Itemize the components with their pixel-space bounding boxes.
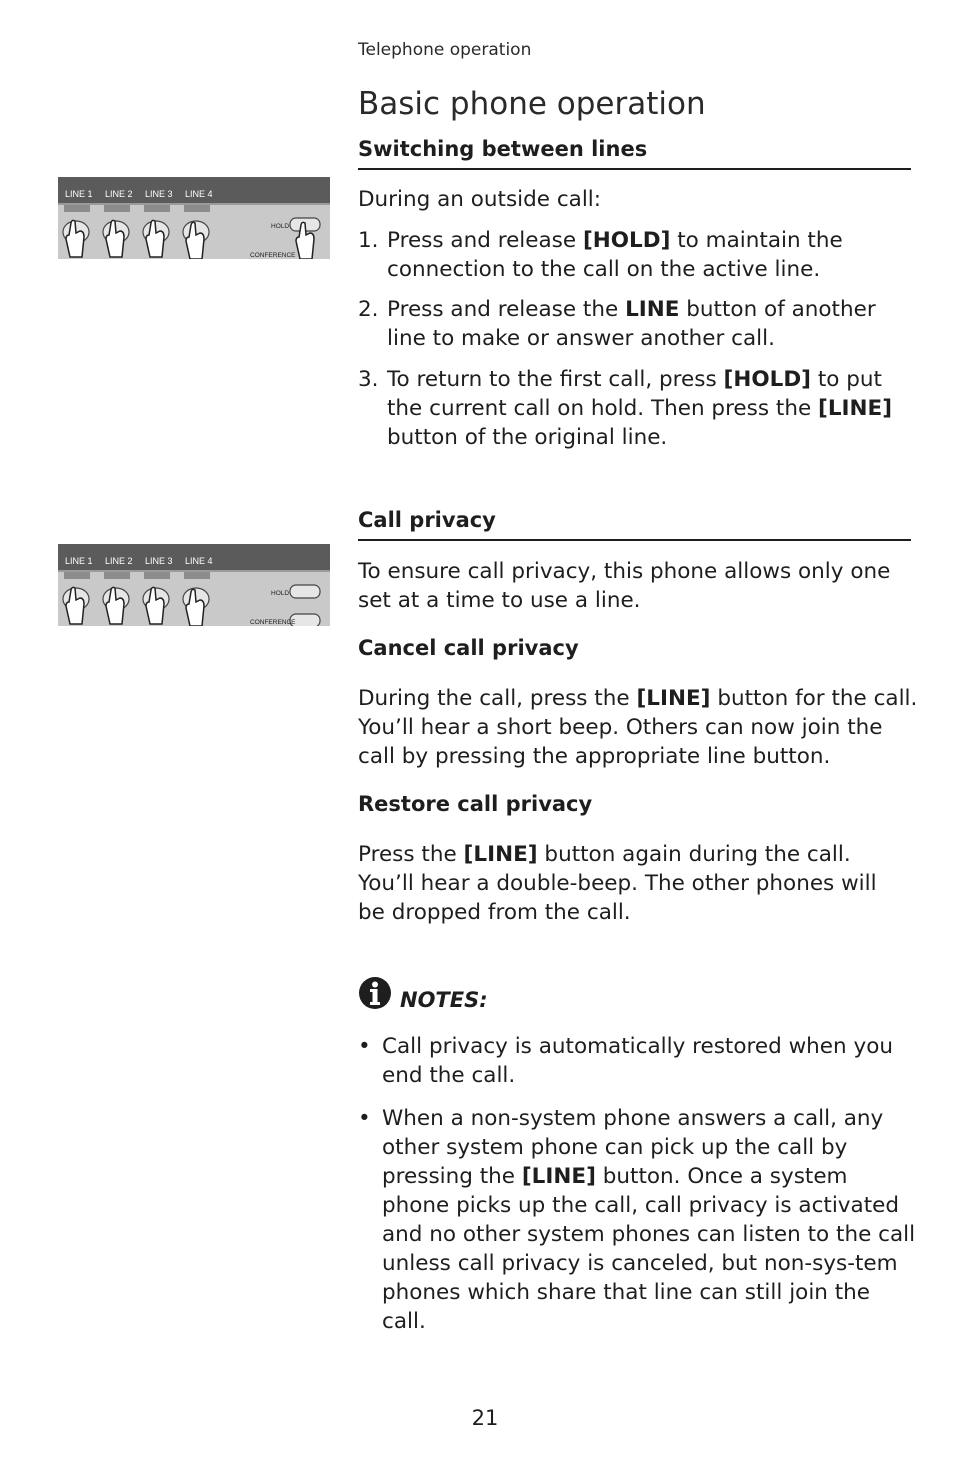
privacy-heading: Call privacy bbox=[358, 508, 496, 532]
panel-line-1-label: LINE 1 bbox=[65, 556, 93, 566]
step-number: 2. bbox=[358, 297, 379, 322]
cancel-privacy-text: During the call, press the [LINE] button for the call. You’ll hear a short beep. Others can now join the call by pressing the appropriate line button. bbox=[358, 686, 918, 769]
step-number: 1. bbox=[358, 228, 379, 253]
restore-privacy-heading: Restore call privacy bbox=[358, 792, 593, 816]
heading-rule bbox=[358, 539, 911, 541]
notes-heading: NOTES: bbox=[400, 988, 488, 1012]
hold-button bbox=[290, 585, 320, 598]
conference-label: CONFERENCE bbox=[250, 252, 296, 259]
privacy-intro: To ensure call privacy, this phone allows only one set at a time to use a line. bbox=[358, 559, 891, 613]
panel-line-1-label: LINE 1 bbox=[65, 189, 93, 199]
note-item: • When a non-system phone answers a call, any other system phone can pick up the call by pressing the [LINE] button. Once a system phone picks up the call, call privacy is activated and no other system phones can listen to the call unless call privacy is canceled, but non-sys-tem phones which share that line can still join the call. bbox=[358, 1106, 916, 1334]
bullet-icon: • bbox=[358, 1106, 371, 1131]
info-icon bbox=[358, 976, 392, 1010]
panel-line-3-label: LINE 3 bbox=[145, 556, 173, 566]
switching-step-3: 3. To return to the first call, press [HOLD] to put the current call on hold. Then press the [LINE] button of the original line. bbox=[358, 367, 893, 450]
restore-privacy-text: Press the [LINE] button again during the call. You’ll hear a double-beep. The other phones will be dropped from the call. bbox=[358, 842, 877, 925]
cancel-privacy-heading: Cancel call privacy bbox=[358, 636, 579, 660]
panel-line-2-label: LINE 2 bbox=[105, 556, 133, 566]
switching-heading: Switching between lines bbox=[358, 137, 648, 161]
bullet-icon: • bbox=[358, 1034, 371, 1059]
panel-line-3-label: LINE 3 bbox=[145, 189, 173, 199]
switching-step-2: 2. Press and release the LINE button of another line to make or answer another call. bbox=[358, 297, 876, 351]
heading-rule bbox=[358, 168, 911, 170]
switching-step-1: 1. Press and release [HOLD] to maintain the connection to the call on the active line. bbox=[358, 228, 843, 282]
panel-line-4-label: LINE 4 bbox=[185, 556, 213, 566]
page-number: 21 bbox=[471, 1406, 499, 1430]
conference-label: CONFERENCE bbox=[250, 619, 296, 626]
note-item: • Call privacy is automatically restored when you end the call. bbox=[358, 1034, 893, 1088]
phone-panel-illustration-1 bbox=[58, 177, 330, 259]
section-label: Telephone operation bbox=[358, 40, 532, 60]
hold-label: HOLD bbox=[271, 223, 290, 230]
page-title: Basic phone operation bbox=[358, 86, 706, 122]
hold-label: HOLD bbox=[271, 590, 290, 597]
phone-panel-illustration-2 bbox=[58, 544, 330, 626]
panel-line-4-label: LINE 4 bbox=[185, 189, 213, 199]
panel-line-2-label: LINE 2 bbox=[105, 189, 133, 199]
switching-intro: During an outside call: bbox=[358, 187, 602, 212]
step-number: 3. bbox=[358, 367, 379, 392]
